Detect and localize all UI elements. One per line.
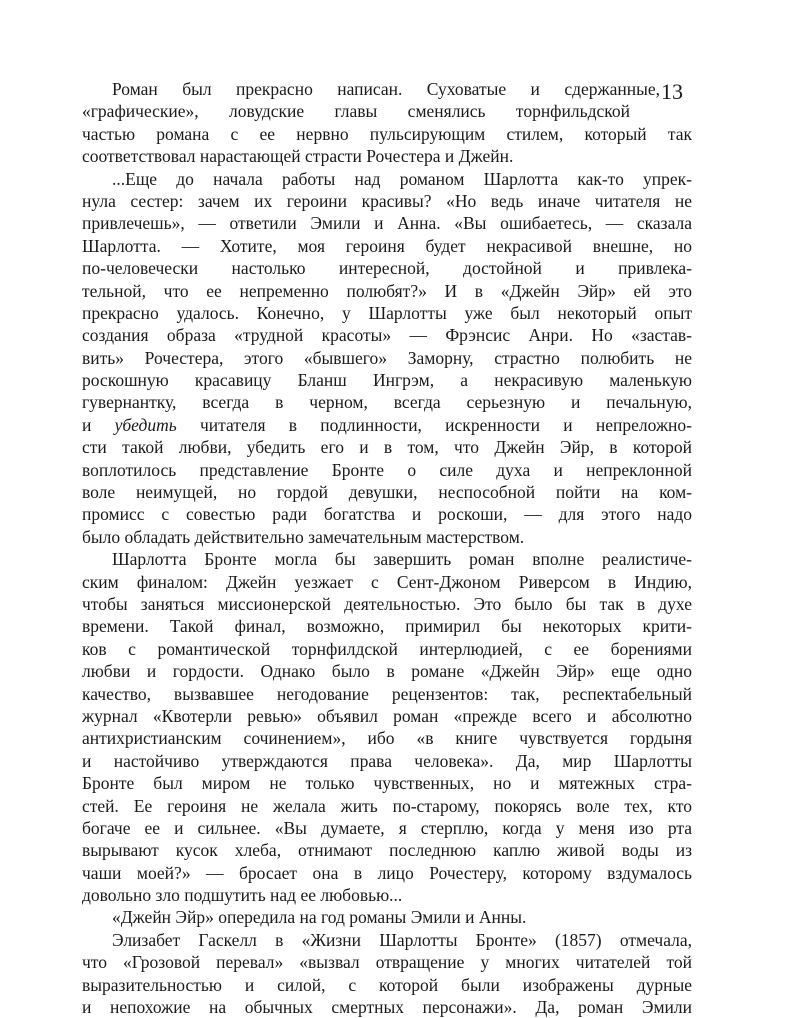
text-line: привлечешь», — ответили Эмили и Анна. «Вы ошибаетесь, — сказала [82, 213, 692, 234]
text-line: промисс с совестью ради богатства и роскоши, — для этого надо [82, 504, 692, 525]
text-line: ...Еще до начала работы над романом Шарлотта как-то упрек- [112, 168, 692, 189]
text-line: частью романа с ее нервно пульсирующим стилем, который так [82, 123, 692, 144]
text-line: прекрасно удалось. Конечно, у Шарлотты уже был некоторый опыт [82, 302, 692, 323]
text-line: любви и гордости. Однако было в романе «Джейн Эйр» еще одно [82, 661, 692, 682]
text-line: и настойчиво утверждаются права человека». Да, мир Шарлотты [82, 750, 692, 771]
text-line: Шарлотта. — Хотите, моя героиня будет некрасивой внешне, но [82, 235, 692, 256]
text-line: довольно зло подшутить над ее любовью... [82, 885, 403, 906]
text-line: сти такой любви, убедить его и в том, что Джейн Эйр, в которой [82, 437, 692, 458]
emphasized-word: убедить [114, 414, 177, 435]
text-line: ков с романтической торнфилдской интерлюдией, с ее борениями [82, 638, 692, 659]
text-line: воплотилось представление Бронте о силе духа и непреклонной [82, 459, 692, 480]
text-line: тельной, что ее непременно полюбят?» И в «Джейн Эйр» ей это [82, 280, 692, 301]
text-line: Бронте был миром не только чувственных, но и мятежных стра- [82, 773, 692, 794]
text-line: вить» Рочестера, этого «бывшего» Заморну, страстно полюбить не [82, 347, 692, 368]
page-number: 13 [661, 79, 683, 104]
text-line: вырывают кусок хлеба, отнимают последнюю каплю живой воды из [82, 840, 692, 861]
text-fragment: и [82, 414, 115, 435]
text-line: чаши моей?» — бросает она в лицо Рочестеру, которому вздумалось [82, 862, 692, 883]
text-line: качество, вызвавшее негодование рецензентов: так, респектабельный [82, 683, 692, 704]
text-line: антихристианским сочинением», ибо «в книге чувствуется гордыня [82, 728, 692, 749]
text-line: Элизабет Гаскелл в «Жизни Шарлотты Бронте» (1857) отмечала, [112, 929, 692, 950]
text-line: роскошную красавицу Бланш Ингрэм, а некрасивую маленькую [82, 370, 692, 391]
text-line: Шарлотта Бронте могла бы завершить роман вполне реалистиче- [112, 549, 692, 570]
text-line: по-человечески настолько интересной, достойной и привлека- [82, 258, 692, 279]
text-line: воле неимущей, но гордой девушки, неспособной пойти на ком- [82, 482, 692, 503]
text-line: времени. Такой финал, возможно, примирил бы некоторых крити- [82, 616, 692, 637]
body-text [82, 78, 692, 1018]
text-line [82, 414, 692, 436]
text-fragment: читателя в подлинности, искренности и непреложно- [176, 414, 692, 435]
text-line: богаче ее и сильнее. «Вы думаете, я стерплю, когда у меня изо рта [82, 817, 692, 838]
text-line: чтобы заняться миссионерской деятельностью. Это было бы так в духе [82, 593, 692, 614]
text-line: создания образа «трудной красоты» — Фрэнсис Анри. Но «застав- [82, 325, 692, 346]
text-line: «Джейн Эйр» опередила на год романы Эмили и Анны. [112, 907, 527, 928]
text-line: и непохожие на обычных смертных персонажи». Да, роман Эмили [82, 997, 692, 1018]
text-line: было обладать действительно замечательным мастерством. [82, 526, 525, 547]
text-line: стей. Ее героиня не желала жить по-старому, покорясь воле тех, кто [82, 795, 692, 816]
text-line: Роман был прекрасно написан. Суховатые и сдержанные, [112, 79, 660, 99]
text-line: что «Грозовой перевал» «вызвал отвращение у многих читателей той [82, 952, 692, 973]
text-line: соответствовал нарастающей страсти Рочестера и Джейн. [82, 146, 514, 167]
text-line: ским финалом: Джейн уезжает с Сент-Джоном Риверсом в Индию, [82, 571, 692, 592]
text-line: выразительностью и силой, с которой были изображены дурные [82, 974, 692, 995]
text-line: «графические», ловудские главы сменялись торнфильдской [82, 101, 630, 122]
text-line: гувернантку, всегда в черном, всегда серьезную и печальную, [82, 392, 692, 413]
text-line: журнал «Квотерли ревью» объявил роман «прежде всего и абсолютно [82, 705, 692, 726]
text-line: нула сестер: зачем их героини красивы? «Но ведь иначе читателя не [82, 190, 692, 211]
